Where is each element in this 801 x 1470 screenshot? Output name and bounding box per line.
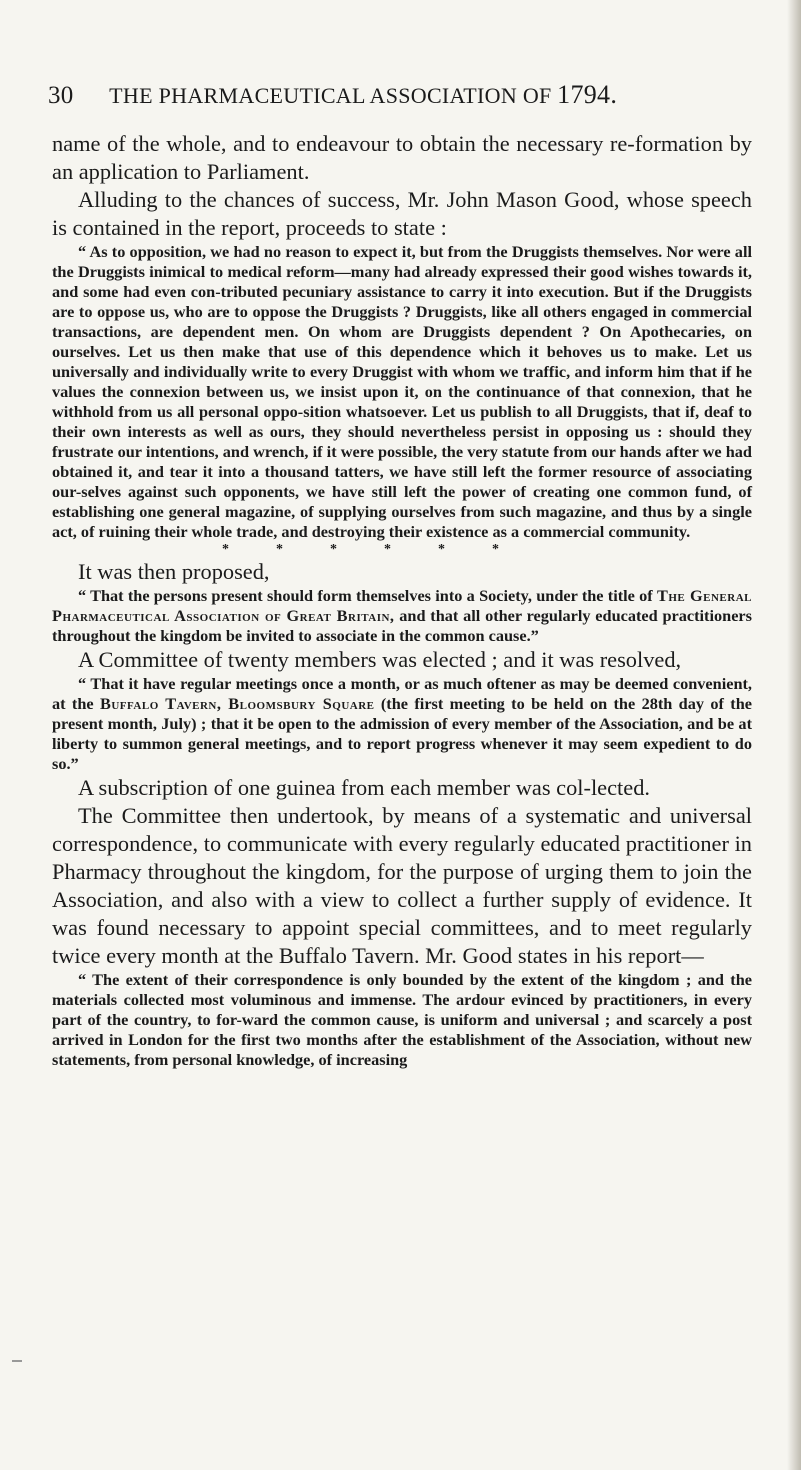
block-quote [52,674,752,774]
quote-text: “ That the persons present should form themselves into a Society, under the title of [78,586,657,605]
quote-text: (the first meeting to be held on the 28th day of the present month, July) ; that it be open to the admission of every member of the Association, and be at liberty to summon general meetings, and to report progress whenever it may seem expedient to do so.” [52,694,752,773]
asterisk: * [384,542,391,557]
asterisk: * [222,542,229,557]
page-edge-shadow [787,0,801,1470]
association-name: The General Pharmaceutical Association of Great Britain, [52,586,752,625]
running-year: 1794. [557,80,618,109]
asterisk: * [438,542,445,557]
tavern-name: Buffalo Tavern, Bloomsbury Square [99,694,375,713]
block-quote: “ The extent of their correspondence is only bounded by the extent of the kingdom ; and the materials collected most voluminous and immense. The ardour evinced by practitioners, in every part of the country, to for-ward the common cause, is uniform and universal ; and scarcely a post arrived in London for the first two months after the establishment of the Association, without new statements, from personal knowledge, of increasing [52,970,752,1069]
paragraph: Alluding to the chances of success, Mr. John Mason Good, whose speech is contained in the report, proceeds to state : [52,187,752,240]
running-title: THE PHARMACEUTICAL ASSOCIATION OF [109,83,552,108]
paragraph: A subscription of one guinea from each member was col-lected. [78,775,651,800]
asterisk: * [276,542,283,557]
asterism [52,542,752,558]
quote-text: “ That it have regular meetings once a month, or as much oftener as may be deemed convenient, at the [52,674,752,713]
page-number: 30 [48,82,74,109]
quote-text: and that all other regularly educated practitioners throughout the kingdom be invited to associate in the common cause.” [52,606,752,645]
body-text [52,130,752,1070]
block-quote [52,586,752,646]
asterisk: * [492,542,499,557]
block-quote: “ As to opposition, we had no reason to expect it, but from the Druggists themselves. Nor were all the Druggists inimical to medical reform—many had already expressed their good wishes towards it, and some had even con-tributed pecuniary assistance to carry it into execution. But if the Druggists are to oppose us, who are to oppose the Druggists ? Druggists, like all others engaged in commercial transactions, are dependent men. On whom are Druggists dependent ? On Apothecaries, on ourselves. Let us then make that use of this dependence which it behoves us to make. Let us universally and individually write to every Druggist with whom we traffic, and inform him that if he values the connexion between us, we insist upon it, on the continuance of that connexion, that he withhold from us all personal oppo-sition whatsoever. Let us publish to all Druggists, that if, deaf to their own interests as well as ours, they should nevertheless persist in opposing us : should they frustrate our intentions, and wrench, if it were possible, the very statute from our hands after we had obtained it, and tear it into a thousand tatters, we have still left the former resource of associating our-selves against such opponents, we have still left the power of creating one common fund, of establishing one general magazine, of supplying ourselves from such magazine, and thus by a single act, of ruining their whole trade, and destroying their existence as a commercial community. [52,242,752,541]
paragraph: The Committee then undertook, by means of a systematic and universal correspondence, to communicate with every regularly educated practitioner in Pharmacy throughout the kingdom, for the purpose of urging them to join the Association, and also with a view to collect a further supply of evidence. It was found necessary to appoint special committees, and to meet regularly twice every month at the Buffalo Tavern. Mr. Good states in his report— [52,803,752,968]
margin-mark [12,1360,22,1362]
paragraph: A Committee of twenty members was elected ; and it was resolved, [78,647,682,672]
paragraph: name of the whole, and to endeavour to obtain the necessary re-formation by an application to Parliament. [52,131,752,184]
running-header [48,80,748,110]
asterisk: * [330,542,337,557]
paragraph: It was then proposed, [78,559,270,584]
